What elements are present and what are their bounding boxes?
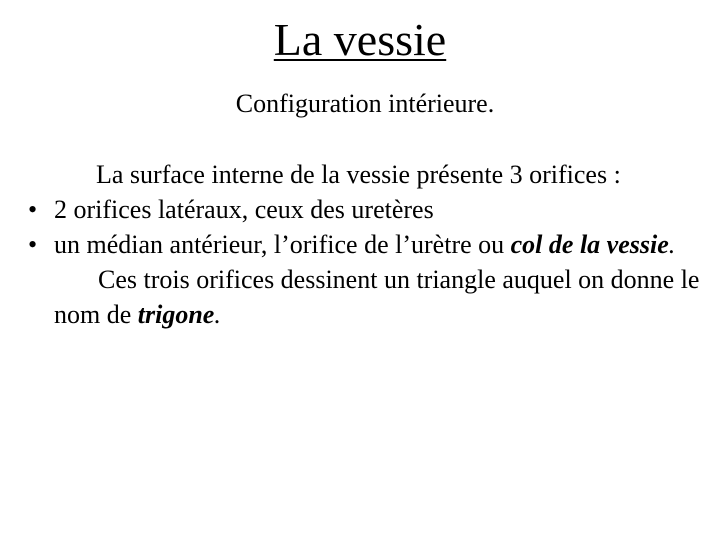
bullet-item-urethre: [25, 227, 705, 262]
bullet-text: un médian antérieur, l’orifice de l’urètre ou: [54, 230, 511, 259]
bullet-emphasis-col-de-la-vessie: col de la vessie: [510, 230, 669, 259]
slide-title-text: La vessie: [273, 14, 447, 65]
conclusion-text: Ces trois orifices dessinent un triangle auquel on donne le nom de: [54, 265, 700, 329]
conclusion-emphasis-trigone: trigone: [137, 300, 215, 329]
conclusion-text-end: .: [214, 300, 221, 329]
bullet-text: 2 orifices latéraux, ceux des uretères: [54, 195, 434, 224]
intro-paragraph: La surface interne de la vessie présente 3 orifices :: [96, 160, 621, 189]
bullet-text-end: .: [668, 230, 676, 259]
bullet-icon: •: [28, 230, 38, 259]
slide-body: [25, 157, 705, 332]
conclusion-paragraph: [25, 262, 705, 332]
slide-title: [0, 12, 720, 68]
slide-subtitle: Configuration intérieure.: [235, 89, 495, 118]
bullet-icon: •: [28, 195, 38, 224]
bullet-item-ureteres: [25, 192, 705, 227]
